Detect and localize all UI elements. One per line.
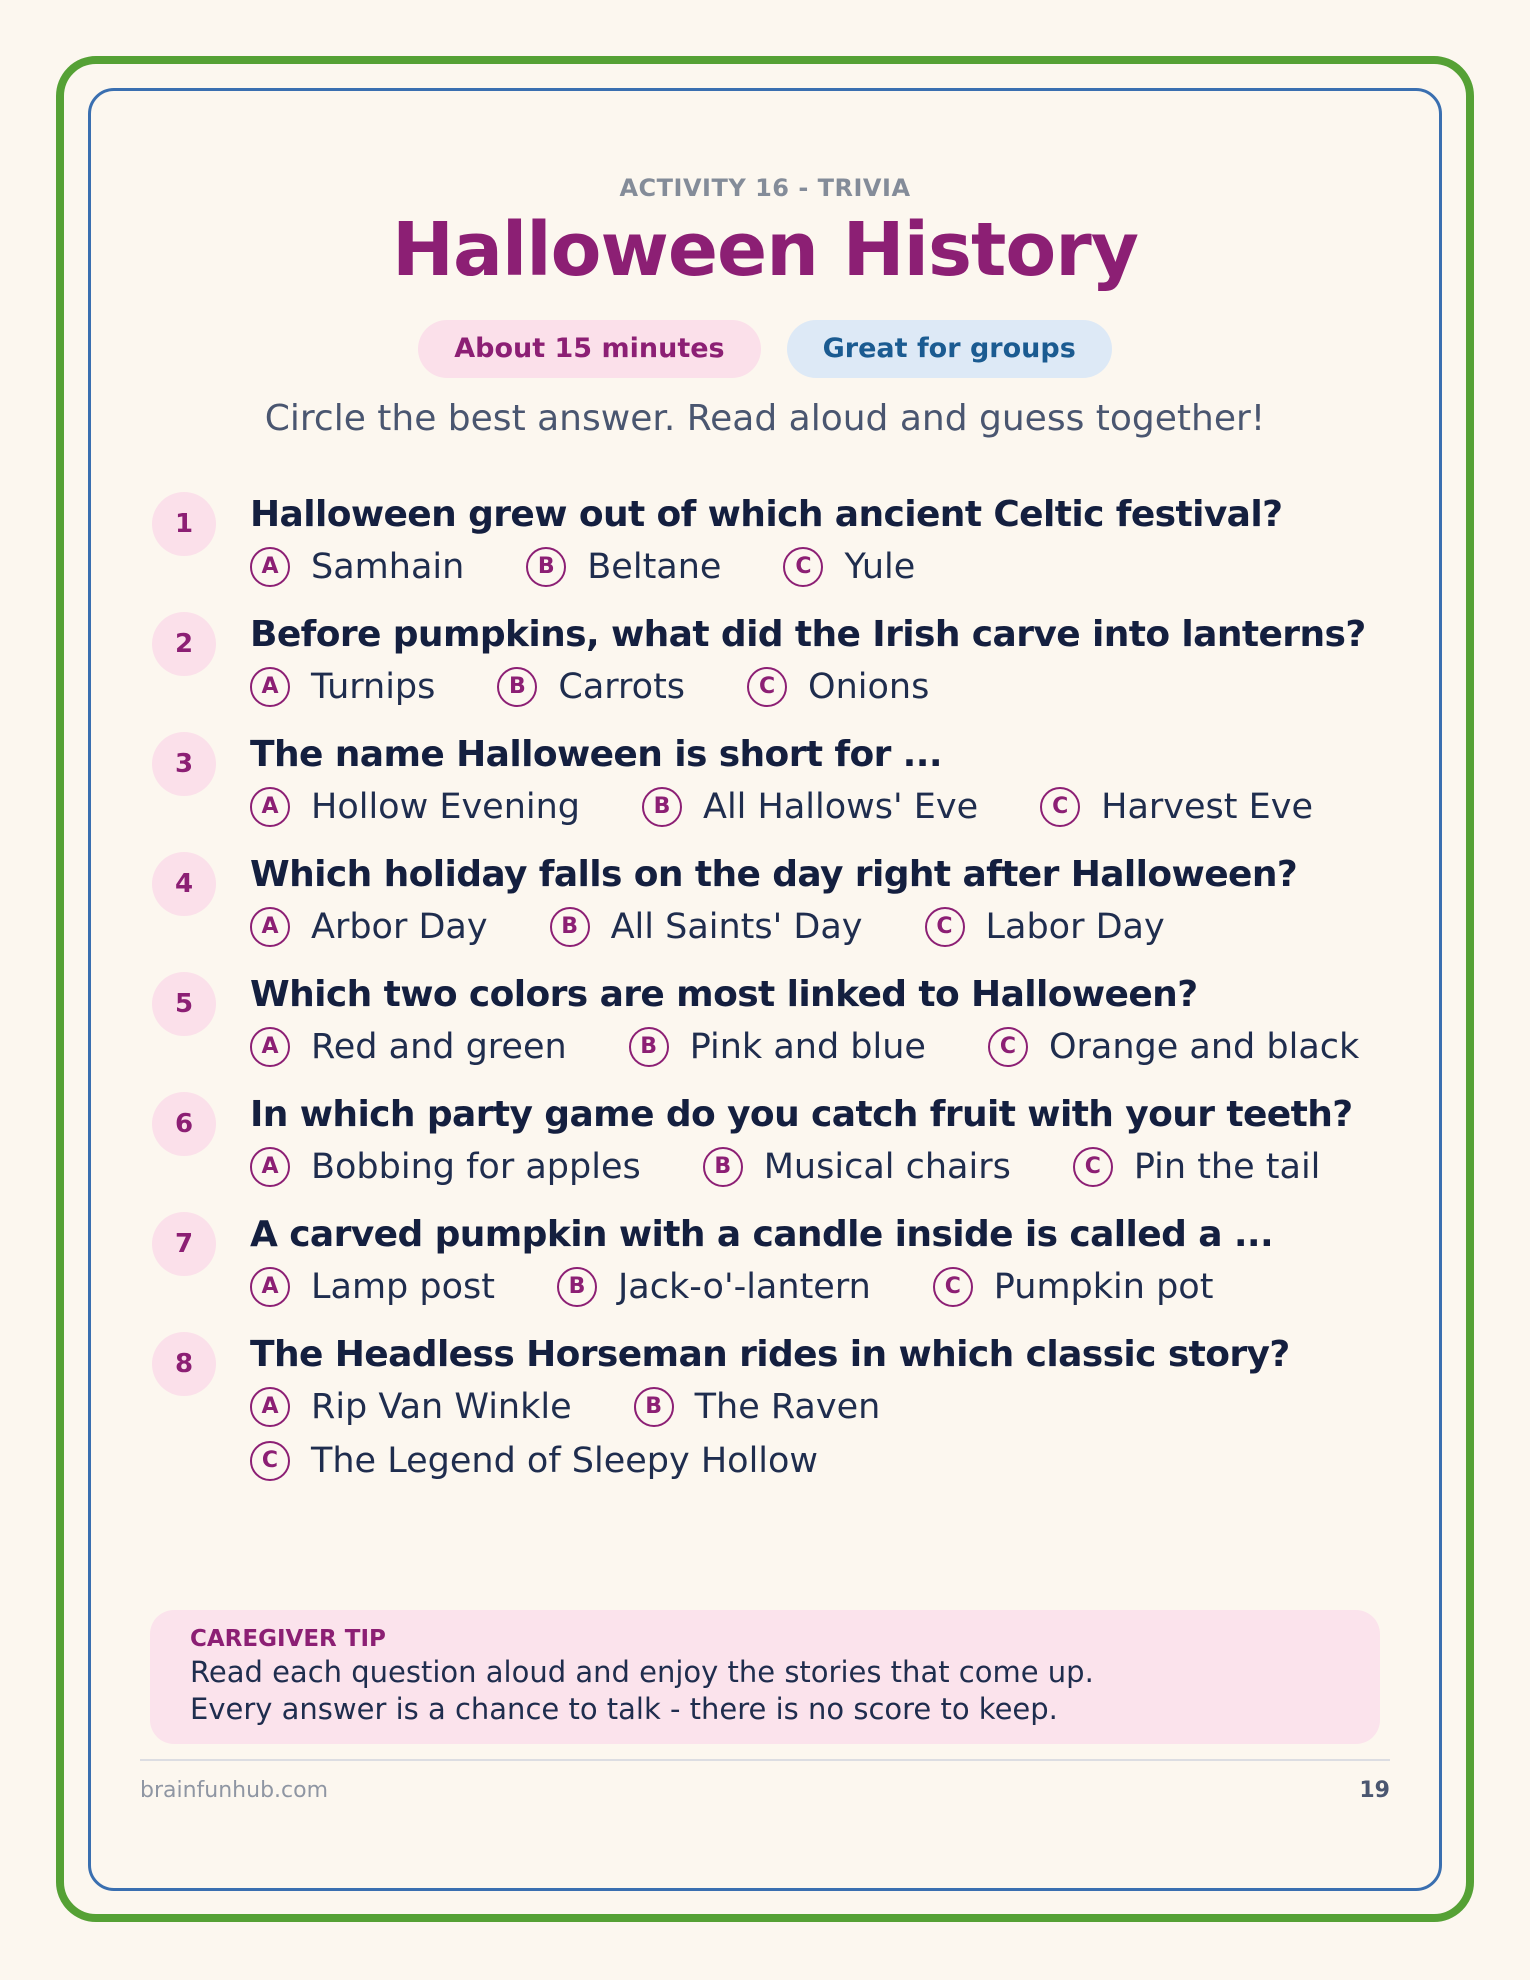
option-text: Lamp post [311,1267,495,1307]
option-letter-circle: C [1040,787,1080,827]
activity-label: ACTIVITY 16 - TRIVIA [619,174,911,202]
question-text: The Headless Horseman rides in which classic story? [250,1334,1290,1375]
option-letter-circle: B [526,547,566,587]
answer-option-c[interactable] [1040,784,1313,830]
question-text: A carved pumpkin with a candle inside is called a ... [250,1214,1274,1255]
tip-line-2: Every answer is a chance to talk - there is no score to keep. [190,1692,1058,1726]
option-letter-circle: C [925,907,965,947]
option-text: Jack-o'-lantern [617,1267,871,1307]
question-number-badge: 6 [152,1092,216,1156]
option-text: Pin the tail [1133,1147,1321,1187]
group-badge: Great for groups [787,320,1112,378]
answer-option-a[interactable] [250,784,580,830]
answer-option-c[interactable] [988,1024,1359,1070]
question-item [150,610,1400,710]
option-text: Harvest Eve [1101,787,1313,827]
option-text: Onions [808,667,930,707]
option-letter-circle: A [250,1027,290,1067]
answer-options [250,1144,1400,1190]
option-letter-circle: A [250,667,290,707]
option-letter-circle: C [250,1441,290,1481]
option-text: The Legend of Sleepy Hollow [311,1441,819,1481]
answer-option-b[interactable] [634,1384,881,1430]
question-number-badge: 7 [152,1212,216,1276]
option-letter-circle: A [250,787,290,827]
option-letter-circle: C [747,667,787,707]
option-text: Musical chairs [763,1147,1011,1187]
footer-divider [140,1759,1390,1761]
answer-option-c[interactable] [783,544,915,590]
answer-option-a[interactable] [250,1144,641,1190]
tip-label: CAREGIVER TIP [190,1626,386,1652]
question-text: Which holiday falls on the day right after Halloween? [250,854,1298,895]
option-letter-circle: B [497,667,537,707]
answer-option-a[interactable] [250,664,435,710]
option-letter-circle: A [250,907,290,947]
question-item [150,490,1400,590]
answer-options [250,1024,1400,1070]
option-text: Red and green [311,1027,567,1067]
question-number-badge: 3 [152,732,216,796]
option-text: All Saints' Day [610,907,863,947]
option-text: Hollow Evening [311,787,581,827]
option-letter-circle: B [634,1387,674,1427]
option-text: Turnips [311,667,436,707]
question-number-badge: 4 [152,852,216,916]
answer-options [250,904,1400,950]
option-letter-circle: B [557,1267,597,1307]
question-text: Before pumpkins, what did the Irish carve into lanterns? [250,614,1366,655]
page-number: 19 [1359,1778,1390,1803]
option-letter-circle: C [933,1267,973,1307]
answer-option-c[interactable] [925,904,1165,950]
option-letter-circle: B [629,1027,669,1067]
question-text: The name Halloween is short for ... [250,734,942,775]
info-pills [0,320,1530,378]
answer-option-c[interactable] [250,1438,818,1484]
answer-option-b[interactable] [557,1264,871,1310]
answer-option-b[interactable] [642,784,978,830]
tip-line-1: Read each question aloud and enjoy the stories that come up. [190,1655,1094,1689]
answer-option-c[interactable] [747,664,929,710]
answer-options [250,1264,1400,1310]
option-text: Labor Day [985,907,1165,947]
option-letter-circle: A [250,1387,290,1427]
option-text: Pink and blue [689,1027,926,1067]
option-letter-circle: A [250,547,290,587]
instructions: Circle the best answer. Read aloud and guess together! [264,398,1266,439]
answer-option-b[interactable] [550,904,863,950]
option-text: Beltane [587,547,722,587]
option-text: Carrots [558,667,686,707]
option-letter-circle: C [783,547,823,587]
question-number-badge: 1 [152,492,216,556]
answer-option-b[interactable] [526,544,721,590]
question-number-badge: 8 [152,1332,216,1396]
answer-option-a[interactable] [250,1024,567,1070]
answer-options [250,664,1400,710]
question-text: In which party game do you catch fruit with your teeth? [250,1094,1353,1135]
answer-option-a[interactable] [250,544,464,590]
question-number-badge: 2 [152,612,216,676]
question-text: Halloween grew out of which ancient Celtic festival? [250,494,1283,535]
answer-options [250,544,1400,590]
answer-option-c[interactable] [933,1264,1214,1310]
caregiver-tip-box [150,1610,1380,1744]
option-text: Rip Van Winkle [311,1387,572,1427]
option-text: Pumpkin pot [993,1267,1214,1307]
option-letter-circle: C [988,1027,1028,1067]
option-letter-circle: B [642,787,682,827]
option-text: Samhain [311,547,465,587]
answer-option-a[interactable] [250,1384,572,1430]
option-text: Orange and black [1048,1027,1360,1067]
duration-badge: About 15 minutes [418,320,760,378]
answer-option-b[interactable] [629,1024,926,1070]
option-text: All Hallows' Eve [703,787,979,827]
answer-options [250,1384,1400,1484]
question-list [150,490,1400,1504]
answer-option-c[interactable] [1073,1144,1321,1190]
answer-option-b[interactable] [703,1144,1011,1190]
question-item [150,1210,1400,1310]
question-item [150,970,1400,1070]
option-letter-circle: B [703,1147,743,1187]
option-text: Bobbing for apples [311,1147,641,1187]
question-item [150,850,1400,950]
answer-option-b[interactable] [497,664,685,710]
option-letter-circle: A [250,1267,290,1307]
question-text: Which two colors are most linked to Halloween? [250,974,1198,1015]
question-item [150,1090,1400,1190]
answer-options [250,784,1400,830]
question-number-badge: 5 [152,972,216,1036]
option-text: The Raven [694,1387,881,1427]
answer-option-a[interactable] [250,1264,495,1310]
page-title: Halloween History [392,207,1138,293]
answer-option-a[interactable] [250,904,488,950]
option-letter-circle: A [250,1147,290,1187]
option-letter-circle: B [550,907,590,947]
option-text: Yule [844,547,916,587]
question-item [150,1330,1400,1484]
footer-site: brainfunhub.com [140,1778,329,1803]
option-text: Arbor Day [311,907,488,947]
option-letter-circle: C [1073,1147,1113,1187]
question-item [150,730,1400,830]
